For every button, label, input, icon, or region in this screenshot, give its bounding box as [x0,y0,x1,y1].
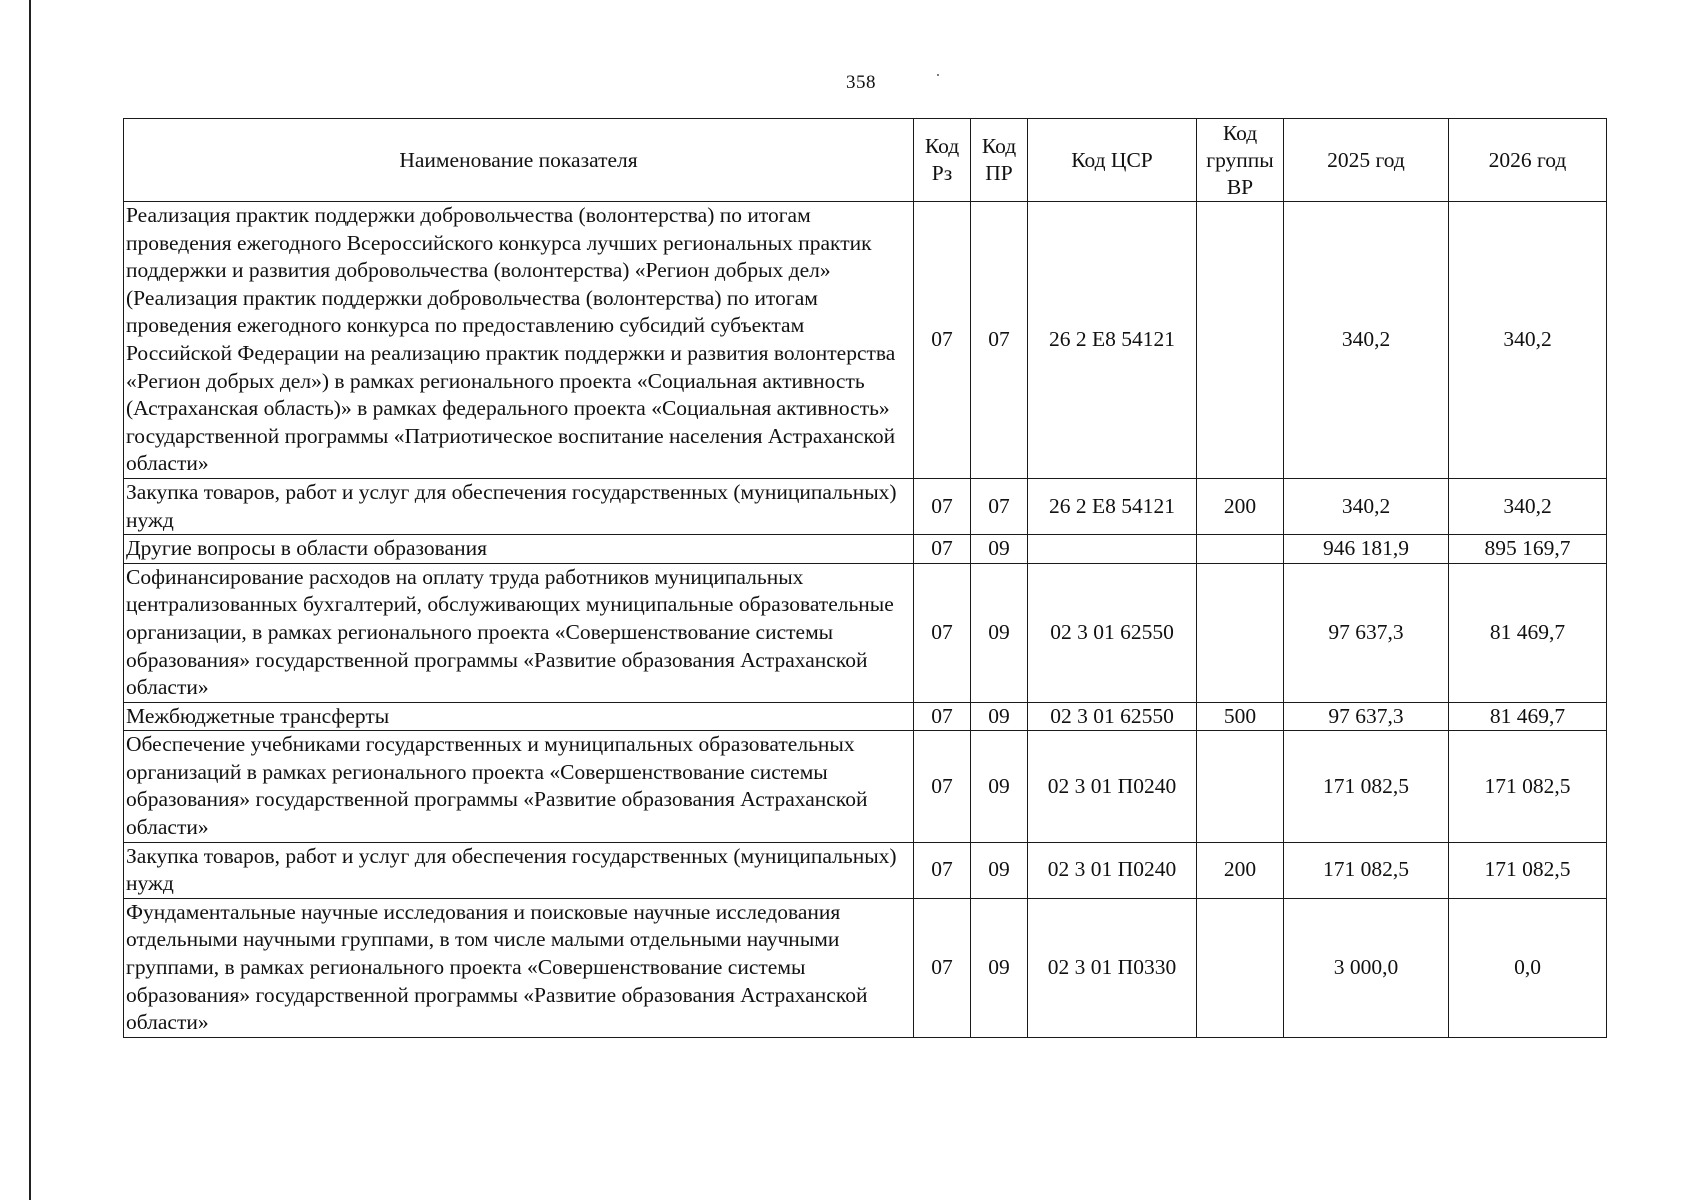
row-rz: 07 [914,563,971,702]
row-2025: 97 637,3 [1284,563,1449,702]
table-row [124,842,1607,898]
table-row [124,731,1607,842]
row-pr: 09 [971,563,1028,702]
page-number: 358 [846,72,876,93]
row-vr: 200 [1197,842,1284,898]
row-pr: 07 [971,478,1028,534]
row-pr: 09 [971,702,1028,731]
table-row [124,898,1607,1037]
row-2026: 81 469,7 [1449,702,1607,731]
row-rz: 07 [914,202,971,479]
row-csr [1028,535,1197,564]
row-2026: 340,2 [1449,202,1607,479]
header-row [124,119,1607,202]
header-rz: Код Рз [914,119,971,202]
row-csr: 02 3 01 П0240 [1028,842,1197,898]
row-csr: 02 3 01 62550 [1028,702,1197,731]
row-name: Закупка товаров, работ и услуг для обеспечения государственных (муниципальных) нужд [124,478,914,534]
header-pr: Код ПР [971,119,1028,202]
table-row [124,563,1607,702]
row-csr: 02 3 01 П0330 [1028,898,1197,1037]
row-2025: 171 082,5 [1284,842,1449,898]
row-name: Реализация практик поддержки добровольчества (волонтерства) по итогам проведения ежегодного Всероссийского конкурса лучших региональных практик поддержки и развития добровольчества (волонтерства) «Регион добрых дел» (Реализация практик поддержки добровольчества (волонтерства) по итогам проведения ежегодного конкурса по предоставлению субсидий субъектам Российской Федерации на реализацию практик поддержки и развития волонтерства «Регион добрых дел») в рамках регионального проекта «Социальная активность (Астраханская область)» в рамках федерального проекта «Социальная активность» государственной программы «Патриотическое воспитание населения Астраханской области» [124,202,914,479]
row-name: Софинансирование расходов на оплату труда работников муниципальных централизованных бухгалтерий, обслуживающих муниципальные образовательные организации, в рамках регионального проекта «Совершенствование системы образования» государственной программы «Развитие образования Астраханской области» [124,563,914,702]
row-2026: 171 082,5 [1449,731,1607,842]
row-rz: 07 [914,535,971,564]
header-2026: 2026 год [1449,119,1607,202]
row-rz: 07 [914,898,971,1037]
row-csr: 02 3 01 П0240 [1028,731,1197,842]
row-rz: 07 [914,478,971,534]
row-vr [1197,202,1284,479]
row-2025: 3 000,0 [1284,898,1449,1037]
row-pr: 09 [971,535,1028,564]
row-2026: 0,0 [1449,898,1607,1037]
row-2025: 946 181,9 [1284,535,1449,564]
row-vr: 200 [1197,478,1284,534]
row-name: Межбюджетные трансферты [124,702,914,731]
row-name: Другие вопросы в области образования [124,535,914,564]
row-csr: 26 2 Е8 54121 [1028,202,1197,479]
table-row [124,535,1607,564]
row-2026: 81 469,7 [1449,563,1607,702]
row-2025: 171 082,5 [1284,731,1449,842]
row-pr: 07 [971,202,1028,479]
header-csr: Код ЦСР [1028,119,1197,202]
row-2026: 340,2 [1449,478,1607,534]
row-rz: 07 [914,702,971,731]
row-vr: 500 [1197,702,1284,731]
row-2025: 97 637,3 [1284,702,1449,731]
header-vr: Код группы ВР [1197,119,1284,202]
row-pr: 09 [971,842,1028,898]
scan-speck [937,74,939,76]
row-vr [1197,563,1284,702]
header-name: Наименование показателя [124,119,914,202]
binding-edge-line [29,0,31,1200]
table-row [124,478,1607,534]
row-name: Фундаментальные научные исследования и поисковые научные исследования отдельными научными группами, в том числе малыми отдельными научными группами, в рамках регионального проекта «Совершенствование системы образования» государственной программы «Развитие образования Астраханской области» [124,898,914,1037]
row-vr [1197,535,1284,564]
row-rz: 07 [914,731,971,842]
row-rz: 07 [914,842,971,898]
row-2026: 171 082,5 [1449,842,1607,898]
row-pr: 09 [971,731,1028,842]
row-csr: 26 2 Е8 54121 [1028,478,1197,534]
row-csr: 02 3 01 62550 [1028,563,1197,702]
row-name: Обеспечение учебниками государственных и муниципальных образовательных организаций в рамках регионального проекта «Совершенствование системы образования» государственной программы «Развитие образования Астраханской области» [124,731,914,842]
row-name: Закупка товаров, работ и услуг для обеспечения государственных (муниципальных) нужд [124,842,914,898]
row-2025: 340,2 [1284,202,1449,479]
row-vr [1197,898,1284,1037]
row-2026: 895 169,7 [1449,535,1607,564]
budget-table [123,118,1607,1038]
table-row [124,702,1607,731]
row-2025: 340,2 [1284,478,1449,534]
row-pr: 09 [971,898,1028,1037]
header-2025: 2025 год [1284,119,1449,202]
row-vr [1197,731,1284,842]
table-row [124,202,1607,479]
